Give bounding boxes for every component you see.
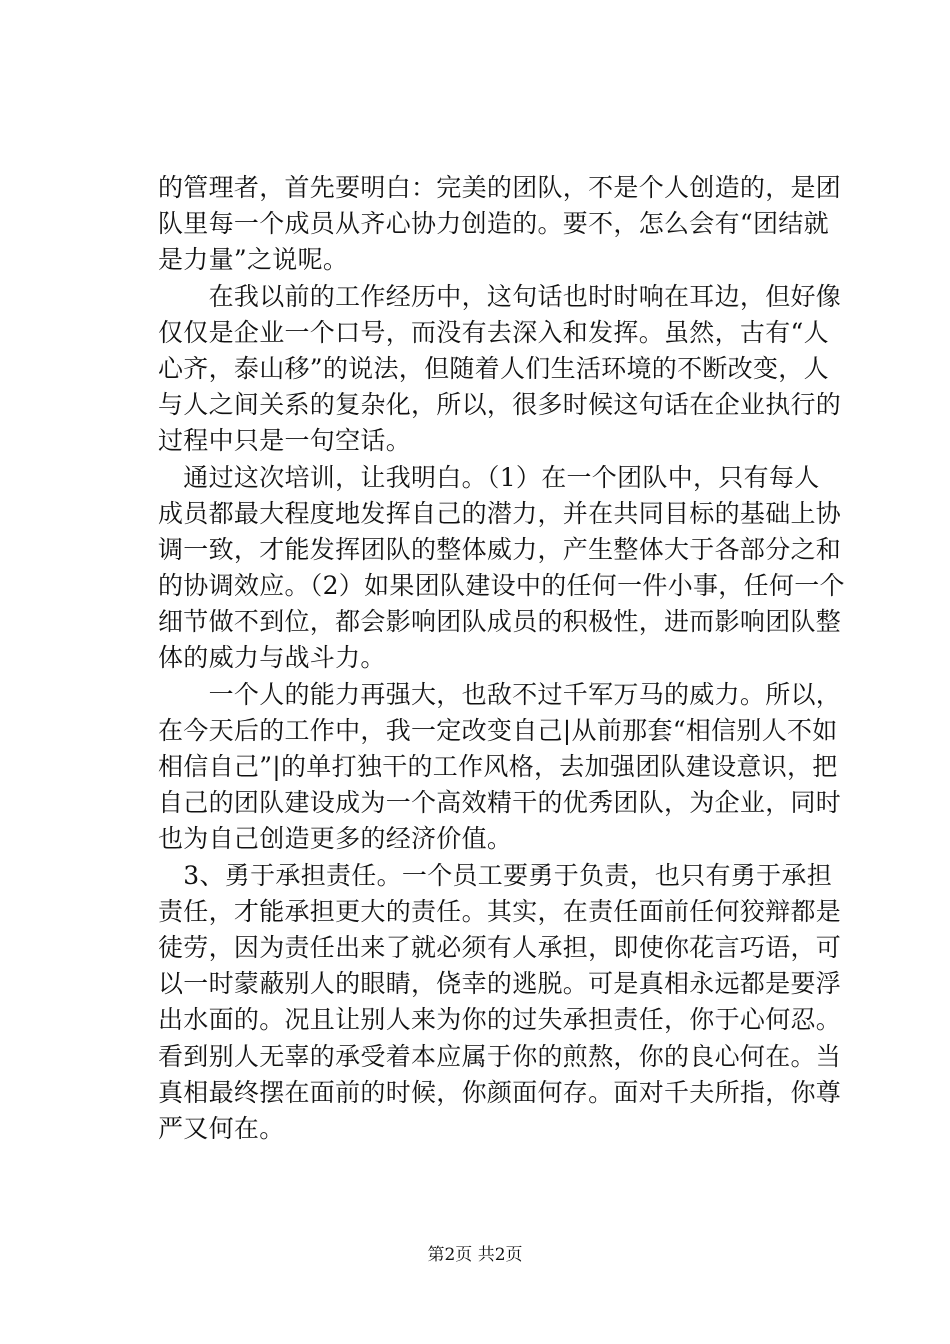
- text-line: 在我以前的工作经历中，这句话也时时响在耳边，但好像: [158, 281, 842, 311]
- text-line: 一个人的能力再强大，也敌不过千军万马的威力。所以，: [158, 679, 842, 709]
- text-line: 的管理者，首先要明白：完美的团队，不是个人创造的，是团: [158, 173, 842, 202]
- text-line: 在今天后的工作中，我一定改变自己|从前那套“相信别人不如: [158, 715, 838, 745]
- text-line: 与人之间关系的复杂化，所以，很多时候这句话在企业执行的: [158, 390, 842, 420]
- text-line: 细节做不到位，都会影响团队成员的积极性，进而影响团队整: [158, 607, 842, 637]
- text-line: 相信自己”|的单打独干的工作风格，去加强团队建设意识，把: [158, 752, 838, 781]
- page-number-footer: 第2页 共2页: [427, 1245, 523, 1265]
- text-line: 仅仅是企业一个口号，而没有去深入和发挥。虽然，古有“人: [158, 317, 829, 347]
- text-line: 自己的团队建设成为一个高效精干的优秀团队，为企业，同时: [158, 788, 842, 818]
- text-line: 严又何在。: [158, 1113, 285, 1143]
- text-line: 过程中只是一句空话。: [158, 426, 412, 456]
- text-line: 的协调效应。（2）如果团队建设中的任何一件小事，任何一个: [158, 571, 845, 601]
- text-line: 责任，才能承担更大的责任。其实，在责任面前任何狡辩都是: [158, 896, 842, 926]
- text-line: 心齐，泰山移”的说法，但随着人们生活环境的不断改变，人: [158, 353, 829, 383]
- text-line: 3、勇于承担责任。一个员工要勇于负责，也只有勇于承担: [158, 860, 833, 890]
- text-line: 以一时蒙蔽别人的眼睛，侥幸的逃脱。可是真相永远都是要浮: [158, 969, 842, 999]
- text-line: 看到别人无辜的承受着本应属于你的煎熬，你的良心何在。当: [158, 1041, 842, 1071]
- text-line: 通过这次培训，让我明白。（1）在一个团队中，只有每人: [158, 462, 820, 492]
- text-line: 徒劳，因为责任出来了就必须有人承担，即使你花言巧语，可: [158, 932, 842, 962]
- body-text: [158, 170, 848, 1147]
- text-line: 真相最终摆在面前的时候，你颜面何存。面对千夫所指，你尊: [158, 1077, 842, 1107]
- text-line: 出水面的。况且让别人来为你的过失承担责任，你于心何忍。: [158, 1005, 842, 1035]
- text-line: 是力量”之说呢。: [158, 245, 349, 275]
- text-line: 成员都最大程度地发挥自己的潜力，并在共同目标的基础上协: [158, 498, 842, 528]
- text-line: 体的威力与战斗力。: [158, 643, 386, 673]
- text-line: 也为自己创造更多的经济价值。: [158, 824, 513, 854]
- text-line: 调一致，才能发挥团队的整体威力，产生整体大于各部分之和: [158, 534, 842, 564]
- text-line: 队里每一个成员从齐心协力创造的。要不，怎么会有“团结就: [158, 209, 829, 239]
